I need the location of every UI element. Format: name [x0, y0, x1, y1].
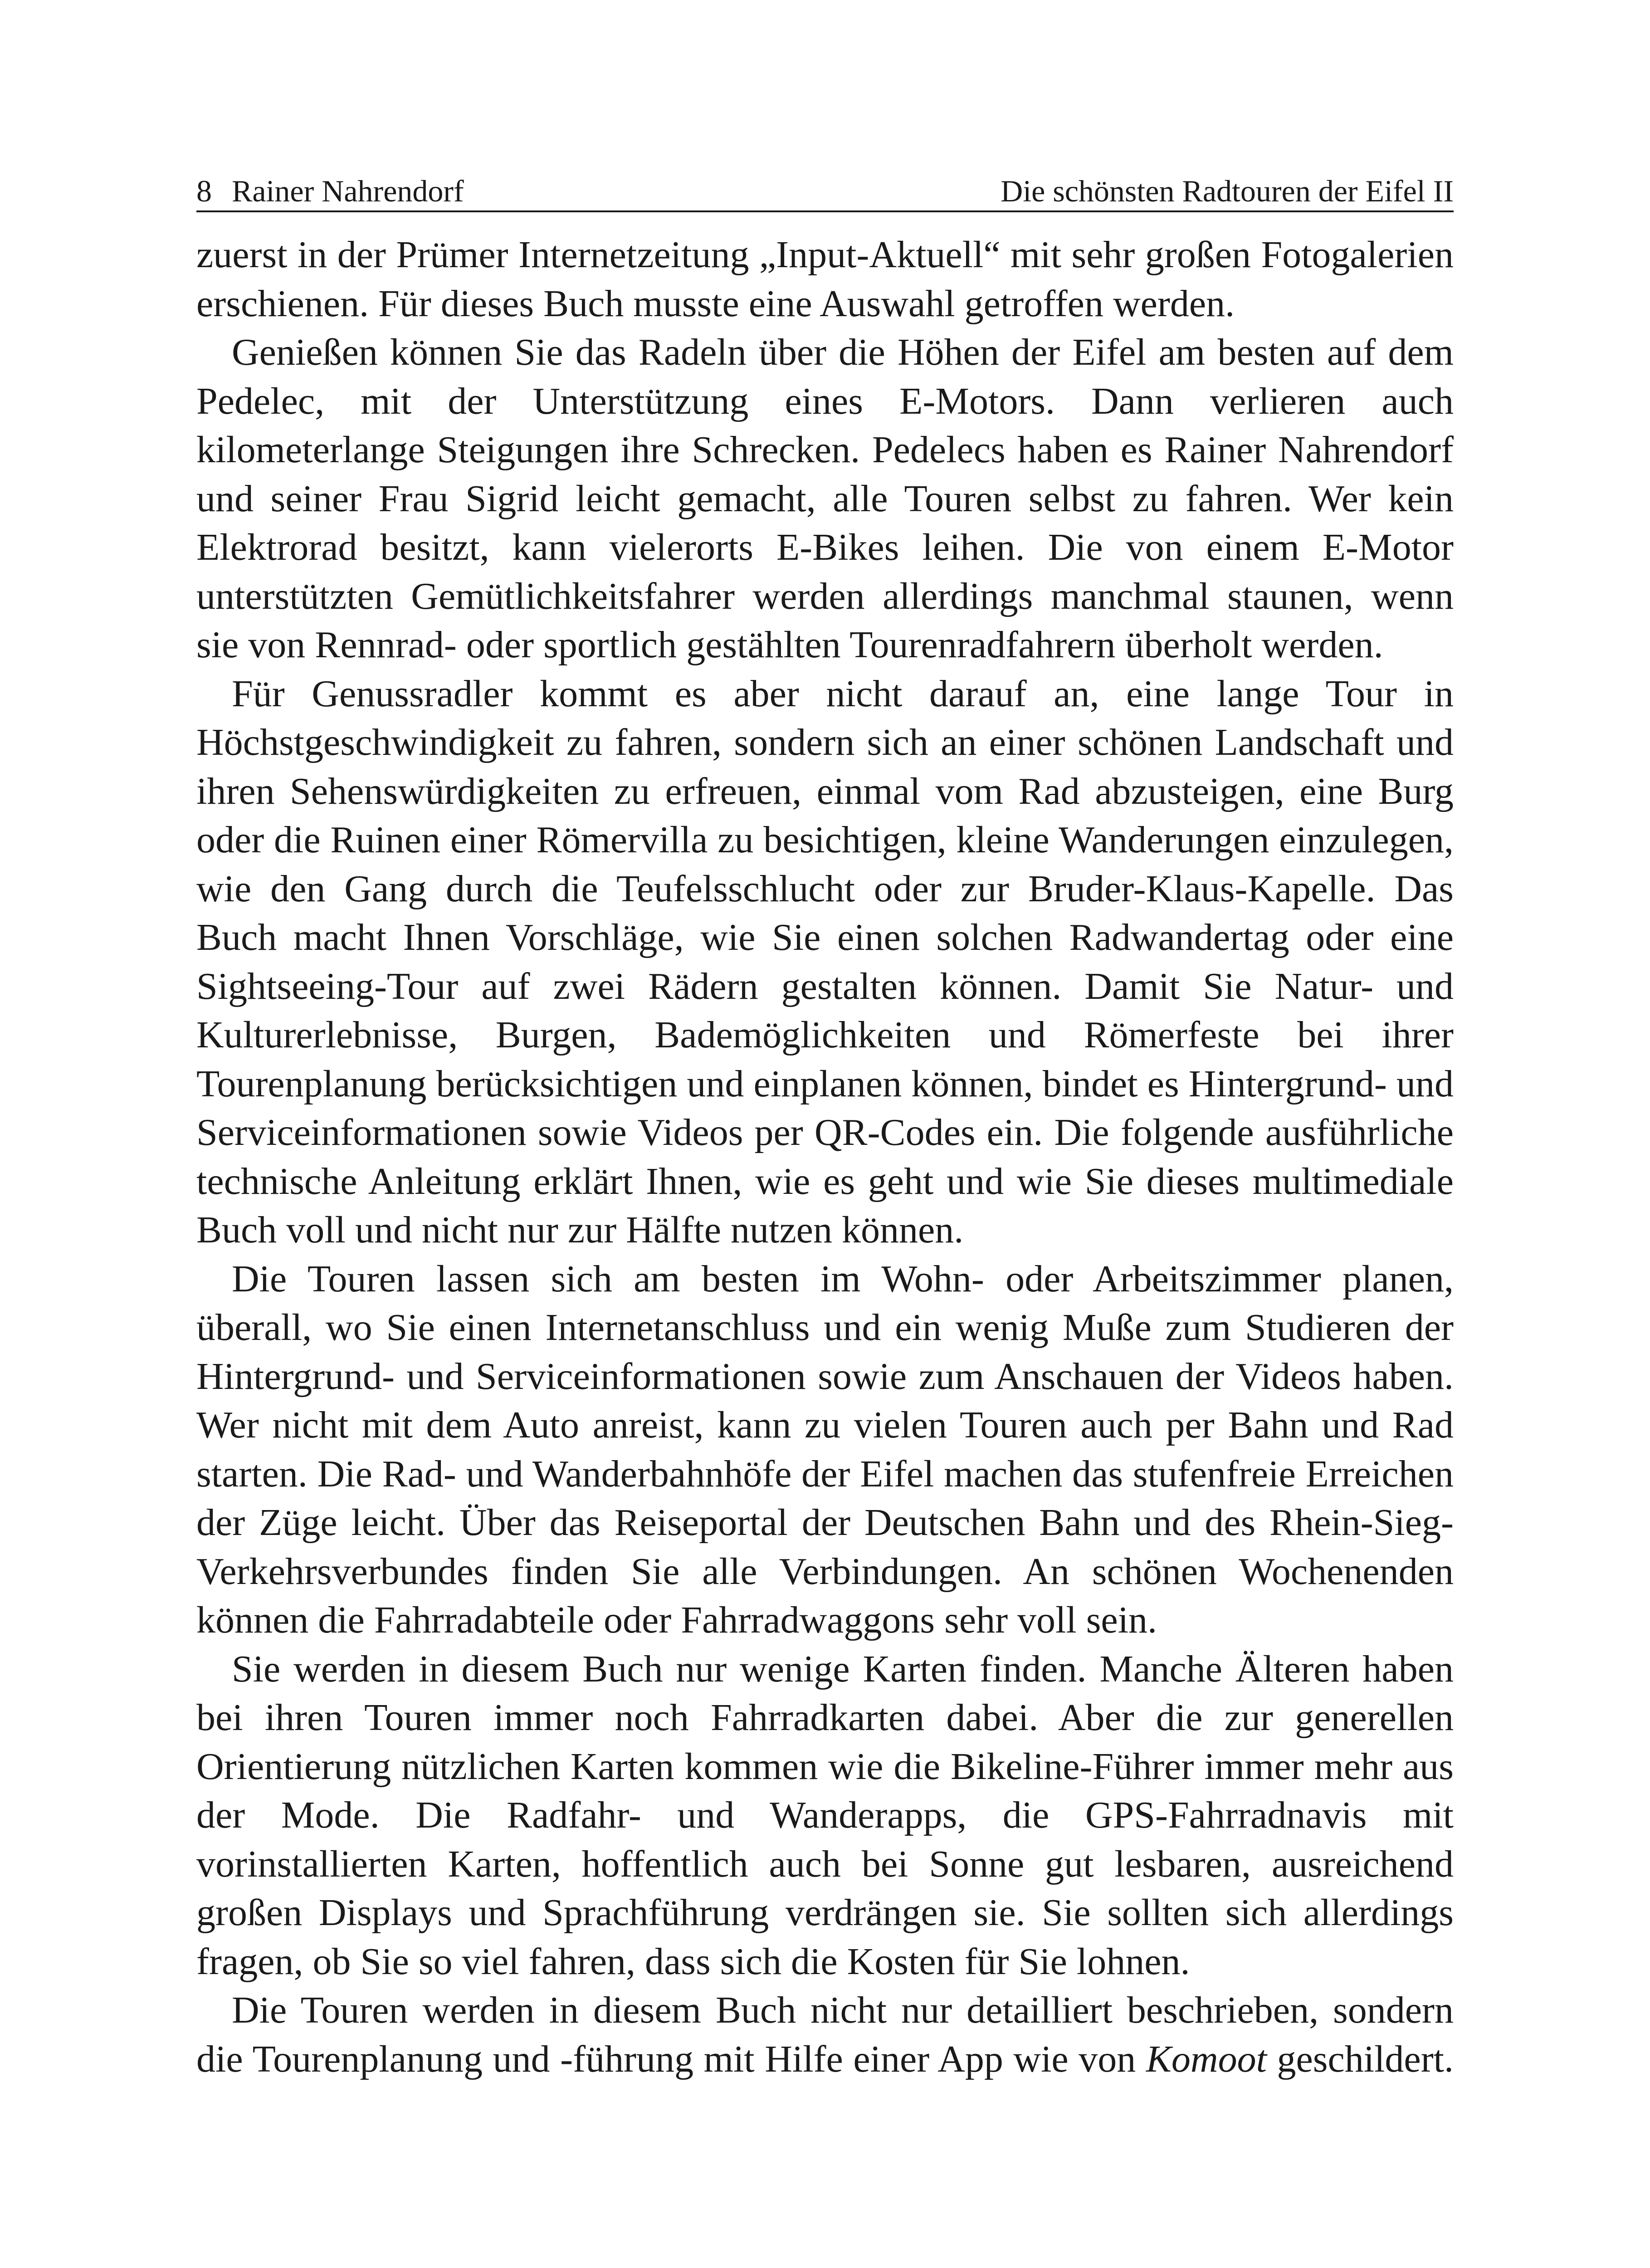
paragraph-5: Sie werden in diesem Buch nur wenige Karten finden. Manche Älteren haben bei ihren Touren immer noch Fahrradkarten dabei. Aber die zur generellen Orientierung nützlichen Karten kommen wie die Bikeline-Führer immer mehr aus der Mode. Die Radfahr- und Wanderapps, die GPS-Fahrradnavis mit vorinstallierten Karten, hoffentlich auch bei Sonne gut lesbaren, ausreichend großen Displays und Sprachführung verdrängen sie. Sie sollten sich allerdings fragen, ob Sie so viel fahren, dass sich die Kosten für Sie lohnen. [196, 1647, 1454, 1983]
header-book-title: Die schönsten Radtouren der Eifel II [1001, 174, 1454, 208]
paragraph-1: zuerst in der Prümer Internetzeitung „Input-Aktuell“ mit sehr großen Fotogalerien erschienen. Für dieses Buch musste eine Auswahl getroffen werden. [196, 234, 1454, 325]
paragraph-6-text-after: geschildert. [1266, 2038, 1454, 2080]
page-header [196, 171, 1454, 212]
paragraph-6-text-before: Die Touren werden in diesem Buch nicht nur detailliert beschrieben, sondern die Tourenplanung und -führung mit Hilfe einer App wie von [196, 1989, 1454, 2080]
paragraph-4: Die Touren lassen sich am besten im Wohn- oder Arbeitszimmer planen, überall, wo Sie einen Internetanschluss und ein wenig Muße zum Studieren der Hintergrund- und Serviceinformationen sowie zum Anschauen der Videos haben. Wer nicht mit dem Auto anreist, kann zu vielen Touren auch per Bahn und Rad starten. Die Rad- und Wanderbahnhöfe der Eifel machen das stufenfreie Erreichen der Züge leicht. Über das Reiseportal der Deutschen Bahn und des Rhein-Sieg-Verkehrsverbundes finden Sie alle Verbindungen. An schönen Wochenenden können die Fahrradabteile oder Fahrradwaggons sehr voll sein. [196, 1257, 1454, 1641]
page-number: 8 [196, 174, 212, 208]
paragraph-3: Für Genussradler kommt es aber nicht darauf an, eine lange Tour in Höchstgeschwindigkeit zu fahren, sondern sich an einer schönen Landschaft und ihren Sehenswürdigkeiten zu erfreuen, einmal vom Rad abzusteigen, eine Burg oder die Ruinen einer Römervilla zu besichtigen, kleine Wanderungen einzulegen, wie den Gang durch die Teufelsschlucht oder zur Bruder-Klaus-Kapelle. Das Buch macht Ihnen Vorschläge, wie Sie einen solchen Radwandertag oder eine Sightseeing-Tour auf zwei Rädern gestalten können. Damit Sie Natur- und Kulturerlebnisse, Burgen, Bademöglichkeiten und Römerfeste bei ihrer Tourenplanung berücksichtigen und einplanen können, bindet es Hintergrund- und Serviceinformationen sowie Videos per QR-Codes ein. Die folgende ausführliche technische Anleitung erklärt Ihnen, wie es geht und wie Sie dieses multimediale Buch voll und nicht nur zur Hälfte nutzen können. [196, 672, 1454, 1251]
paragraph-6-italic-komoot: Komoot [1146, 2038, 1267, 2080]
paragraph-6 [196, 1986, 1454, 2083]
header-left [196, 171, 464, 210]
header-author: Rainer Nahrendorf [232, 174, 464, 208]
paragraph-2: Genießen können Sie das Radeln über die Höhen der Eifel am besten auf dem Pedelec, mit der Unterstützung eines E-Motors. Dann verlieren auch kilometerlange Steigungen ihre Schrecken. Pedelecs haben es Rainer Nahrendorf und seiner Frau Sigrid leicht gemacht, alle Touren selbst zu fahren. Wer kein Elektrorad besitzt, kann vielerorts E-Bikes leihen. Die von einem E-Motor unterstützten Gemütlichkeitsfahrer werden allerdings manchmal staunen, wenn sie von Rennrad- oder sportlich gestählten Tourenradfahrern überholt werden. [196, 331, 1454, 666]
body-text [196, 230, 1454, 2083]
